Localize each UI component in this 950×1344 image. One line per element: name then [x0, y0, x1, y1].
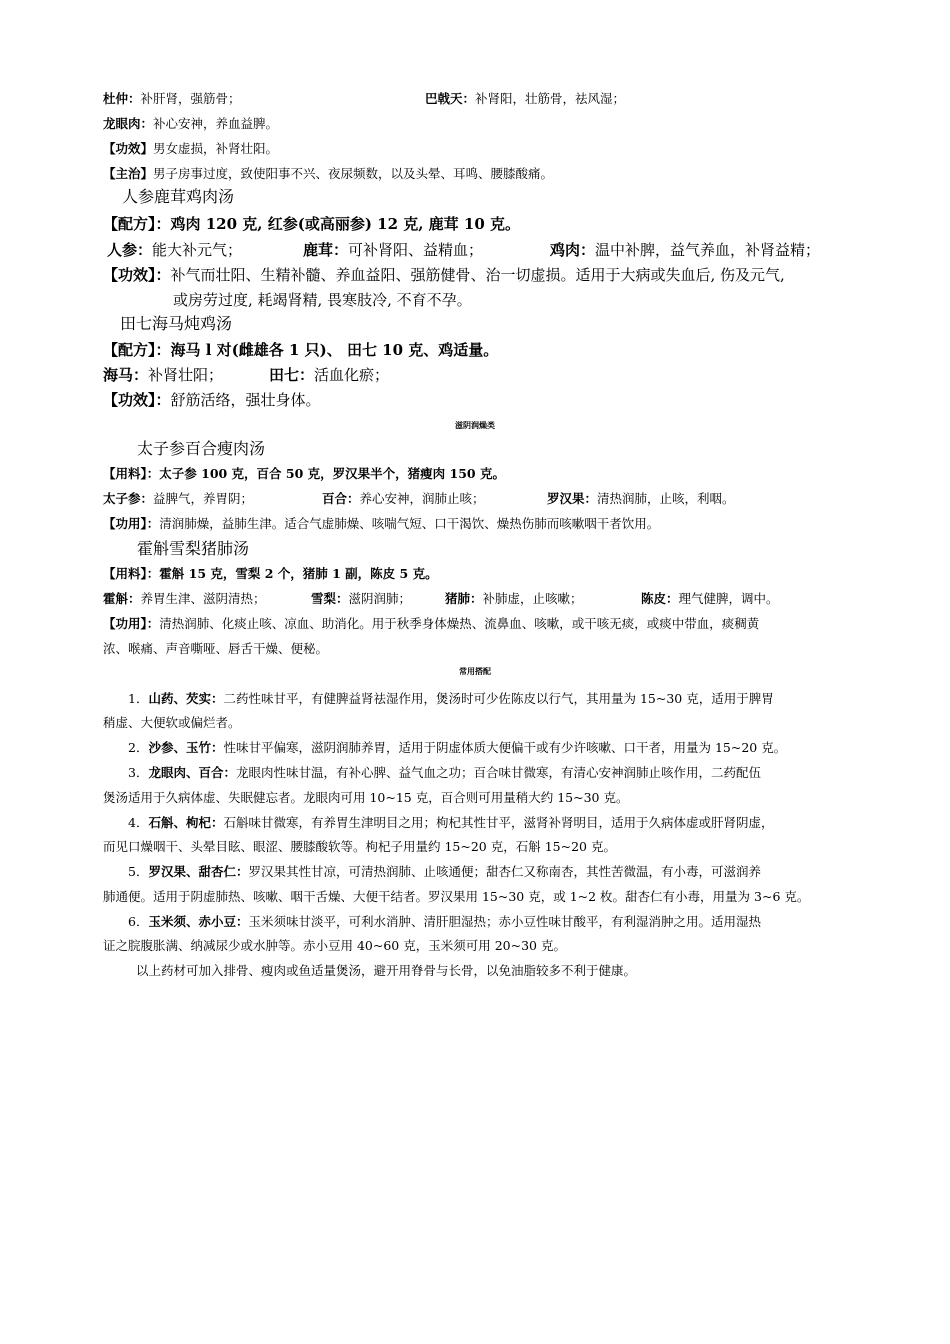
item-text: 罗汉果其性甘凉，可清热润肺、止咳通便；甜杏仁又称南杏，其性苦微温，有小毒，可滋润养 — [248, 864, 761, 879]
herb-lurong — [303, 241, 483, 259]
gongyong-text-1: 清热润肺、化痰止咳、凉血、助消化。用于秋季身体燥热、流鼻血、咳嗽，或干咳无痰，或痰中带血，痰稠黄 — [159, 616, 760, 631]
item-number: 3． — [128, 765, 149, 780]
list-item-5 — [128, 863, 890, 881]
yongliao-label: 【用料】： — [103, 466, 160, 481]
herb-luohanguo — [547, 490, 735, 508]
line-gongxiao-3 — [103, 391, 890, 409]
herb-text-jirou: 温中补脾，益气养血，补肾益精； — [595, 241, 821, 259]
herb-text-longyan: 补心安神，养血益脾。 — [153, 116, 279, 131]
recipe-title-tianqi-haima: 田七海马炖鸡汤 — [120, 314, 233, 333]
herb-jirou — [550, 241, 820, 259]
herb-text-lurong: 可补肾阳、益精血； — [348, 241, 484, 259]
line-herbs-3 — [103, 366, 890, 384]
herb-label-longyan: 龙眼肉： — [103, 116, 154, 131]
list-item-6 — [128, 913, 890, 931]
list-item-6-cont: 证之脘腹胀满、纳减尿少或水肿等。赤小豆用 40~60 克，玉米须可用 20~30 克。 — [103, 938, 566, 953]
list-item-1 — [128, 690, 890, 708]
gongyong-label: 【功用】： — [103, 516, 160, 531]
herb-label-chenpi: 陈皮： — [641, 591, 679, 606]
item-text: 二药性味甘平，有健脾益肾祛湿作用，煲汤时可少佐陈皮以行气，其用量为 15~30 克，适用于脾胃 — [223, 691, 774, 706]
gongxiao-label: 【功效】： — [103, 266, 171, 284]
item-number: 2． — [128, 740, 149, 755]
herb-label-jirou: 鸡肉： — [550, 241, 596, 259]
gongxiao-text-1: 补气而壮阳、生精补髓、养血益阳、强筋健骨、治一切虚损。适用于大病或失血后, 伤及元气, — [170, 266, 785, 284]
peifang-label: 【配方】： — [103, 341, 171, 359]
line-yongliao-4 — [103, 465, 890, 483]
gongxiao-label: 【功效】： — [103, 391, 171, 409]
herb-text-huohu: 养胃生津、滋阴清热； — [140, 591, 266, 606]
item-label: 龙眼肉、百合： — [148, 765, 236, 780]
herb-label-taizishen: 太子参： — [103, 491, 154, 506]
herb-label-haima: 海马： — [103, 366, 149, 384]
item-label: 沙参、玉竹： — [148, 740, 224, 755]
herb-text-tianqi: 活血化瘀； — [314, 366, 390, 384]
herb-text-haima: 补肾壮阳； — [148, 366, 224, 384]
herb-label-xueli: 雪梨： — [311, 591, 349, 606]
herb-label-zhufei: 猪肺： — [445, 591, 483, 606]
line-duzhong-bajitian — [103, 90, 890, 108]
yongliao-text: 霍斛 15 克，雪梨 2 个，猪肺 1 副，陈皮 5 克。 — [159, 566, 438, 581]
herb-label-lurong: 鹿茸： — [303, 241, 349, 259]
section-heading-ziyin: 滋阴润燥类 — [455, 420, 495, 430]
line-gongxiao-2b: 或房劳过度, 耗竭肾精, 畏寒肢冷, 不育不孕。 — [173, 291, 472, 309]
yongliao-label: 【用料】： — [103, 566, 160, 581]
peifang-label: 【配方】： — [103, 215, 171, 233]
list-item-5-cont: 肺通便。适用于阴虚肺热、咳嗽、咽干舌燥、大便干结者。罗汉果用 15~30 克，或 1~2 枚。甜杏仁有小毒，用量为 3~6 克。 — [103, 889, 810, 904]
herb-text-xueli: 滋阴润肺； — [348, 591, 412, 606]
herb-text-luohanguo: 清热润肺，止咳，利咽。 — [597, 491, 735, 506]
list-item-1-cont: 稍虚、大便软或偏烂者。 — [103, 715, 241, 730]
line-gongyong-5a — [103, 615, 890, 633]
recipe-title-taizishen: 太子参百合瘦肉汤 — [137, 439, 266, 458]
herb-baihe — [322, 490, 485, 508]
item-number: 1． — [128, 691, 149, 706]
herb-label-baihe: 百合： — [322, 491, 360, 506]
line-gongxiao-2a — [103, 266, 890, 284]
item-text: 玉米须味甘淡平，可利水消肿、清肝胆湿热；赤小豆性味甘酸平，有利湿消肿之用。适用湿热 — [248, 914, 761, 929]
herb-text-taizishen: 益脾气，养胃阴； — [153, 491, 254, 506]
list-item-4-cont: 而见口燥咽干、头晕目眩、眼涩、腰膝酸软等。枸杞子用量约 15~20 克，石斛 15~20 克。 — [103, 839, 616, 854]
item-text: 龙眼肉性味甘温，有补心脾、益气血之功；百合味甘微寒，有清心安神润肺止咳作用，二药配伍 — [235, 765, 761, 780]
peifang-text: 鸡肉 120 克, 红参(或高丽参) 12 克, 鹿茸 10 克。 — [170, 215, 520, 233]
line-herbs-4 — [103, 490, 890, 508]
herb-label-bajitian: 巴戟天： — [425, 91, 476, 106]
herb-text-zhufei: 补肺虚，止咳嗽； — [482, 591, 583, 606]
item-number: 6． — [128, 914, 149, 929]
item-number: 5． — [128, 864, 149, 879]
line-herbs-5 — [103, 590, 890, 608]
item-text: 石斛味甘微寒，有养胃生津明目之用；枸杞其性甘平，滋肾补肾明目，适用于久病体虚或肝肾阴虚， — [223, 815, 774, 830]
herb-text-baihe: 养心安神，润肺止咳； — [359, 491, 485, 506]
yongliao-text: 太子参 100 克，百合 50 克，罗汉果半个，猪瘦肉 150 克。 — [159, 466, 505, 481]
herb-xueli — [311, 590, 411, 608]
line-longyan — [103, 115, 890, 133]
list-item-3-cont: 煲汤适用于久病体虚、失眠健忘者。龙眼肉可用 10~15 克，百合则可用量稍大约 15~30 克。 — [103, 790, 629, 805]
line-herbs-2 — [107, 241, 890, 259]
herb-label-luohanguo: 罗汉果： — [547, 491, 598, 506]
section-heading-dapei: 常用搭配 — [459, 666, 491, 676]
item-text: 性味甘平偏寒，滋阴润肺养胃，适用于阴虚体质大便偏干或有少许咳嗽、口干者，用量为 15~20 克。 — [223, 740, 787, 755]
list-item-2 — [128, 739, 890, 757]
gongyong-text: 清润肺燥，益肺生津。适合气虚肺燥、咳喘气短、口干渴饮、燥热伤肺而咳嗽咽干者饮用。 — [159, 516, 660, 531]
list-item-4 — [128, 814, 890, 832]
item-label: 石斛、枸杞： — [148, 815, 224, 830]
peifang-text: 海马 l 对(雌雄各 1 只)、 田七 10 克、鸡适量。 — [170, 341, 499, 359]
herb-chenpi — [641, 590, 779, 608]
herb-zhufei — [445, 590, 583, 608]
line-peifang-3 — [103, 341, 890, 360]
herb-text-duzhong: 补肝肾，强筋骨； — [140, 91, 241, 106]
gongxiao-label: 【功效】 — [103, 141, 154, 156]
herb-tianqi — [269, 366, 389, 384]
line-zhuzhi — [103, 165, 890, 183]
herb-text-renshen: 能大补元气； — [152, 241, 243, 259]
zhuzhi-label: 【主治】 — [103, 166, 154, 181]
herb-label-huohu: 霍斛： — [103, 591, 141, 606]
zhuzhi-text: 男子房事过度，致使阳事不兴、夜尿频数，以及头晕、耳鸣、腰膝酸痛。 — [153, 166, 554, 181]
line-yongliao-5 — [103, 565, 890, 583]
gongxiao-text: 舒筋活络，强壮身体。 — [170, 391, 321, 409]
footer-note: 以上药材可加入排骨、瘦肉或鱼适量煲汤，避开用脊骨与长骨，以免油脂较多不利于健康。 — [136, 963, 637, 978]
gongyong-label: 【功用】： — [103, 616, 160, 631]
line-gongyong-5b: 浓、喉痛、声音嘶哑、唇舌干燥、便秘。 — [103, 641, 329, 656]
gongxiao-text: 男女虚损，补肾壮阳。 — [153, 141, 279, 156]
item-number: 4． — [128, 815, 149, 830]
list-item-3 — [128, 764, 890, 782]
herb-text-bajitian: 补肾阳，壮筋骨，祛风湿； — [475, 91, 626, 106]
herb-label-tianqi: 田七： — [269, 366, 315, 384]
line-peifang-2 — [103, 215, 890, 234]
herb-label-renshen: 人参： — [107, 241, 153, 259]
line-gongyong-4 — [103, 515, 890, 533]
herb-text-chenpi: 理气健脾，调中。 — [678, 591, 779, 606]
item-label: 罗汉果、甜杏仁： — [148, 864, 249, 879]
recipe-title-renshen-lurong: 人参鹿茸鸡肉汤 — [122, 187, 235, 206]
recipe-title-huohu: 霍斛雪梨猪肺汤 — [137, 539, 250, 558]
line-gongxiao-1 — [103, 140, 890, 158]
item-label: 玉米须、赤小豆： — [148, 914, 249, 929]
item-label: 山药、芡实： — [148, 691, 224, 706]
herb-bajitian — [425, 90, 625, 108]
herb-label-duzhong: 杜仲： — [103, 91, 141, 106]
